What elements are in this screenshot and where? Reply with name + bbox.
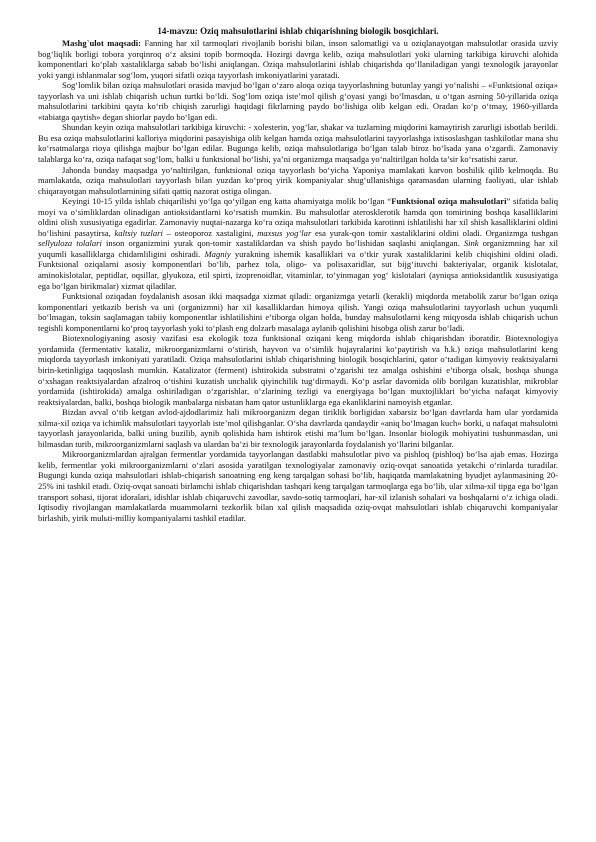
p5-text-c: – osteoporoz xastaligini, [162, 227, 258, 238]
p5-text-a: Keyingi 10-15 yilda ishlab chiqarilishi yo‘lga qo‘yilgan eng katta ahamiyatga molik bo‘lgan “ [62, 196, 392, 207]
goal-label: Mashg`ulot maqsadi: [62, 38, 141, 48]
document-page [38, 26, 558, 523]
p5-text-g: yurakning ishemik kasalliklari va o‘tkir yurak xastaliklarini kelib chiqishini oldini oladi. Funktsional oziqalarni asosiy komponentlari bo‘lib, parhez tola, oligo- va polisaxaridlar, sut bijg‘ituvchi bakteriyalar, organik kislotalar, aminokislotalar, peptidlar, oqsillar, glyukoza, etil spirti, izoprenoidlar, vitaminlar, to‘yinmagan yog‘ kislotalari (ayniqsa antioksidantlik xususiyatiga ega bo‘lgan birikmalar) xizmat qiladilar. [38, 248, 558, 291]
page-title: 14-mavzu: Oziq mahsulotlarini ishlab chiqarishning biologik bosqichlari. [157, 26, 439, 36]
term-calcium-salts: kaltsiy tuzlari [114, 227, 163, 238]
p5-text-e: inson organizmini yurak qon-tomir xastaliklardan va shish paydo bo‘lishidan saqlashi aniqlangan. [101, 238, 464, 249]
paragraph-6: Funktsional oziqadan foydalanish asosan ikki maqsadga xizmat qiladi: organizmga yetarli (kerakli) miqdorda metabolik zarur bo‘lgan oziqa komponentlari yetkazib berish va uni (organizmni) har xil kasalliklardan himoya qilish. Yangi oziqa mahsulotlarini tayyorlash uchun yuqumli bo‘lmagan, toksin saqlamagan tabiiy komponentlar ishlatilishini e’tiborga olgan holda, bunday mahsulotlarni keng miqyosda ishlab chiqarish uchun tegishli komponentlarni ko‘proq tayyorlash yoki to‘plash eng dolzarb masalaga aylanib qolishini hisobga olish zarur bo‘ladi. [38, 291, 558, 333]
paragraph-4: Jahonda bunday maqsadga yo‘naltirilgan, funktsional oziqa tayyorlash bo‘yicha Yaponiya mamlakati karvon boshilik qilib kelmoqda. Bu mamlakatda, oziqa mahsulotlari tayyorlash bilan yuzdan ko‘proq yirik kompaniyalar shug‘ullanishiga qaramasdan ularning faoliyati, ular ishlab chiqarayotgan mahsulotlarnining sifati qattiq nazorat ostiga olingan. [38, 164, 558, 196]
term-cellulose-fibers: sellyuloza tolalari [38, 238, 102, 249]
p5-text-d: esa yurak-qon tomir xastaliklarini oldini oladi. Organizmga tushgan [311, 227, 558, 238]
paragraph-9: Mikroorganizmlardan ajralgan fermentlar yordamida tayyorlangan dastlabki mahsulotlar pivo va pishloq (pishloq) bo‘lsa ajab emas. Hozirga kelib, fermentlar yoki mikroorganizmlarni o‘zlari asosida yaratilgan texnologiyalar zamonaviy oziq-ovqat sanoatida yetakchi o‘rinlarda turadilar. Bugungi kunda oziqa mahsulotlari ishlab-chiqarish sanoatning eng keng tarqalgan sohasi bo‘lib, haqiqatda mamlakatning byudjet aylanmasining 20-25% ini tashkil etadi. Oziq-ovqat sanoati birlamchi ishlab chiqarishdan tashqari keng tarqalgan tarmoqlarga ega bo‘lib, ular xilma-xil tipga ega bo‘lgan transport sohasi, tijorat idoralari, idishlar ishlab chiqaruvchi zavodlar, savdo-sotiq tarmoqlari, har-xil izlanish sohalari va boshqalarni o‘z ichiga oladi. Iqtisodiy rivojlangan mamlakatlarda muammolarni tezkorlik bilan xal qilish maqsadida oziq-ovqat mahsulotlari ishlab chiqaruvchi kompaniyalar birlashib, yirik mulьti-milliy kompaniyalarni tashkil etadilar. [38, 449, 558, 523]
paragraph-goal [38, 38, 558, 80]
paragraph-3: Shundan keyin oziqa mahsulotlari tarkibiga kiruvchi: - xolesterin, yog‘lar, shakar va tuzlarning miqdorini kamaytirish zarurligi isbotlab berildi. Bu esa oziqa mahsulotlarini kalloriya miqdorini pasayishiga olib kelgan hamda oziqa mahsulotlarini tayyorlashga ixtisoslashgan tashkilotlar mana shu ko‘rsatmalarga rioya qilishga majbur bo‘lgan edilar. Bugunga kelib, oziqa mahsulotlariga bo‘lgan talab biroz bo‘lsada yana o‘zgardi. Zamonaviy talablarga ko‘ra, oziqa nafaqat sog‘lom, balki u funktsional bo‘lishi, ya’ni organizmga maqsadga yo‘naltirilgan holda ta’sir ko‘rsatishi zarur. [38, 122, 558, 165]
paragraph-8: Bizdan avval o‘tib ketgan avlod-ajdodlarimiz hali mikroorganizm degan tiriklik borligidan xabarsiz bo‘lgan davrlarda ham ular yordamida xilma-xil oziqa va ichimlik mahsulotlari tayyorlab iste’mol qilishganlar. O‘sha davrlarda qandaydir «aniq bo‘lmagan kuch» borki, u nafaqat mahsulotni tayyorlash jarayonlarida, balki uning buzilib, aynib qolishida ham ishtirok etishi ma’lum bo‘lgan. Insonlar biologik mohiyatini tushunmasdan, uni bilmasdan turib, mikroorganizmlarni saqlash va ulardan ba’zi bir texnologik jarayonlarda foydalanish yo‘llarini bilganlar. [38, 407, 558, 449]
paragraph-2: Sog‘lomlik bilan oziqa mahsulotlari orasida mavjud bo‘lgan o‘zaro aloqa oziqa tayyorlashning butunlay yangi yo‘nalishi – «Funktsional oziqa» tayyorlash va uni ishlab chiqarish uchun turtki bo‘ldi. Sog‘lom oziqa iste’mol qilish g‘oyasi yangi bo‘lmasdan, u o‘tgan asrning 50-yillarida oziqa mahsulotlarini tarkibini qayta ko‘rib chiqish zarurligi haqidagi fikrlarning paydo bo‘lishiga olib kelgan edi. Oradan ko‘p o‘tmay, 1960-yillarda «tabiatga qaytish» degan shiorlar paydo bo‘lgan edi. [38, 80, 558, 122]
functional-food-term: Funktsional oziqa mahsulotlari [391, 196, 507, 207]
term-special-fats: maxsus yog‘lar [257, 227, 312, 238]
term-zinc: Sink [463, 238, 479, 249]
term-magnesium: Magniy [204, 248, 231, 259]
p5-text-b: ” sifatida baliq moyi va o‘simliklardan olinadigan antioksidantlarni ko‘rsatish mumkin. Bu mahsulotlar aterosklerotik hamda qon tomirining boshqa kasalliklarini oldini olish xususiyatiga egadirlar. Zamonaviy nuqtai-nazarga ko‘ra oziqa mahsulotlari tarkibida karotinni ishlatilishi har xil shish kasalliklarini oldini bo‘lishini pasaytirsa, [38, 196, 558, 238]
p5-text-f: organizmning har xil yuqumli kasalliklarga chidamliligini oshiradi. [38, 238, 559, 259]
goal-text: Fanning har xil tarmoqlari rivojlanib borishi bilan, inson salomatligi va u oziqlanayotgan mahsulotlar orasida uzviy bog‘liqlik borligi tobora yorqinroq o‘z aksini topib bormoqda. Hozirgi davrga kelib, oziqa mahsulotlari yoki ularning tarkibiga kiruvchi alohida komponentlari ko‘plab xastaliklarga sabab bo‘lishi aniqlangan. Oziqa mahsulotlarini ishlab chiqarishda qo‘llaniladigan yangi texnologik jarayonlar yoki yangi ishlanmalar sog‘lom, yuqori sifatli oziqa tayyorlash imkoniyatlarini yaratadi. [38, 38, 558, 80]
paragraph-5 [38, 196, 558, 291]
paragraph-7: Biotexnologiyaning asosiy vazifasi esa ekologik toza funktsional oziqani keng miqdorda ishlab chiqarishdan iboratdir. Biotexnologiya yordamida (fermentativ kataliz, mikroorganizmlarni o‘stirish, hayvon va o‘simlik hujayralarini ko‘paytirish va h.k.) oziqa mahsulotlarini keng miqdorda tayyorlash imkoniyati yaratiladi. Oziqa mahsulotlarini ishlab chiqarishning biologik bosqichlarini, qator o‘tadigan kimyoviy reaktsiyalarni birin-ketinligiga taqqoslash mumkin. Katalizator (ferment) ishtirokida substratni o‘zgarishi tez amalga oshishini e’tiborga olsak, boshqa shunga o‘xshagan reaktsiyalardan afzalroq o‘tishini kuzatish unchalik qiyinchilik tug‘dirmaydi. Ko‘p asrlar davomida olib borilgan kuzatishlar, mikroblar yordamida (ishtirokida) amalga oshiriladigan o‘zgarishlar, o‘zlarining tezligi va energiyaga bo‘lgan muxtojliklari bo‘yicha nafaqat kimyoviy reaktsiyalardan, balki, boshqa biologik manbalarga nisbatan ham qator ustunliklarga ega ekanliklarini namoyish etganlar. [38, 333, 558, 407]
